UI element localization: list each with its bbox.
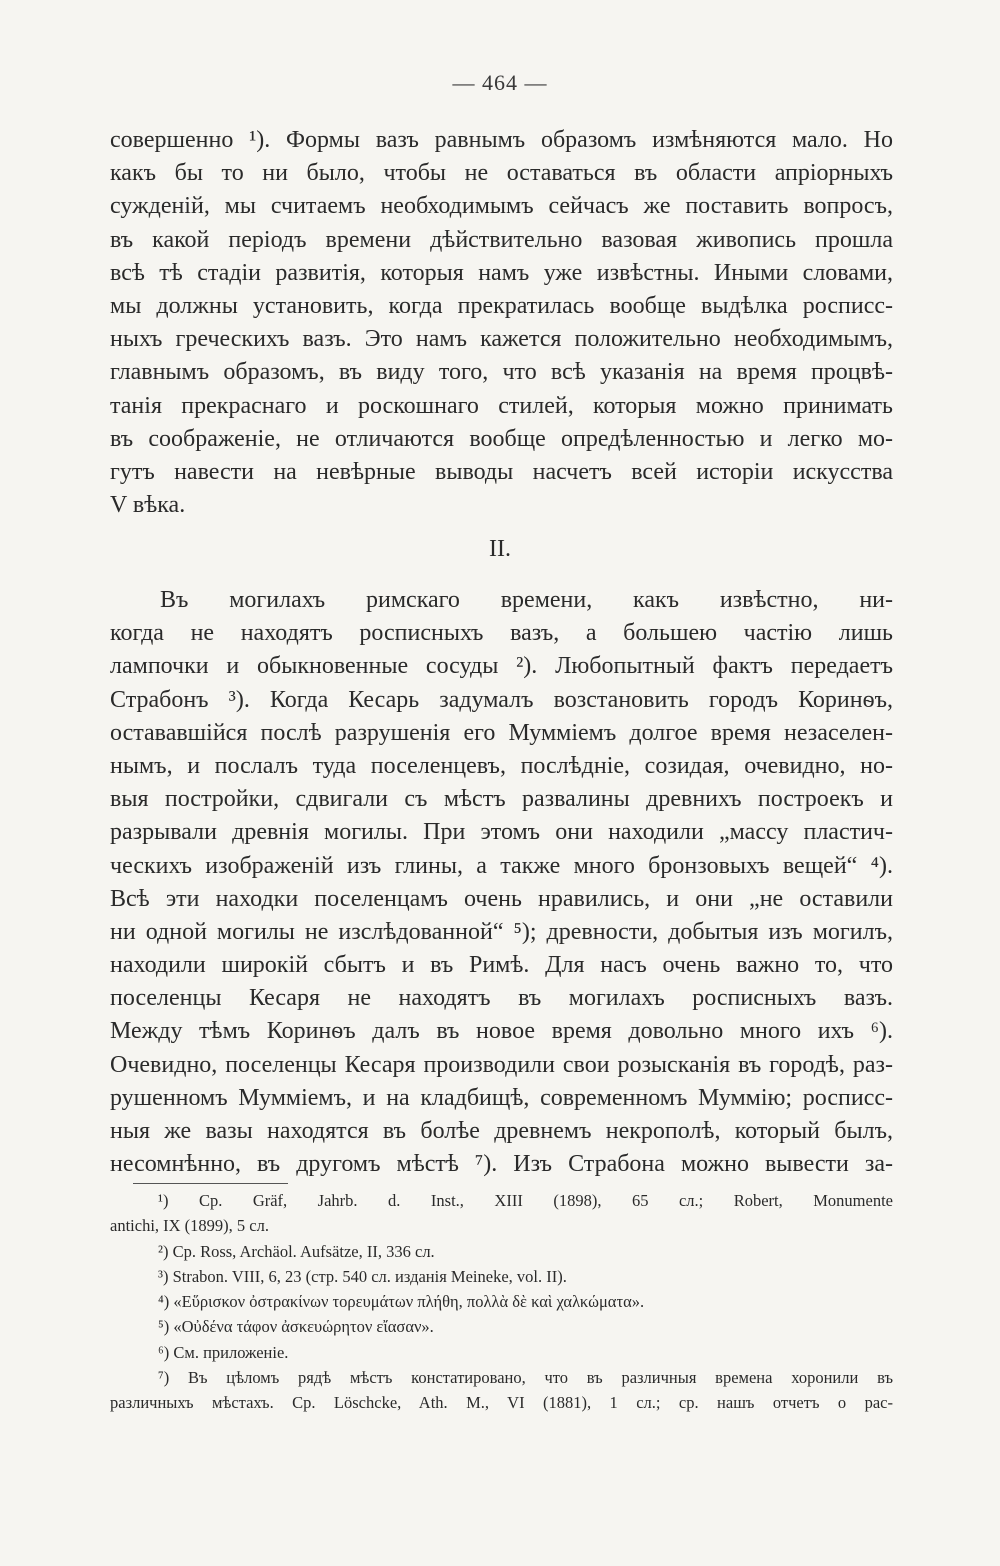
footnotes xyxy=(110,1188,893,1416)
text-line: всѣ тѣ стадіи развитія, которыя намъ уже извѣстны. Иными словами, xyxy=(110,259,893,286)
text-line: разрывали древнія могилы. При этомъ они находили „массу пластич- xyxy=(110,819,893,846)
footnote-line: ⁵) «Οὐδένα τάφον ἀσκευώρητον εἴασαν». xyxy=(158,1317,434,1337)
text-line: танія прекраснаго и роскошнаго стилей, которыя можно принимать xyxy=(110,392,893,419)
text-line: въ соображеніе, не отличаются вообще опредѣленностью и легко мо- xyxy=(110,425,893,452)
text-line: Въ могилахъ римскаго времени, какъ извѣстно, ни- xyxy=(160,587,893,613)
text-line: ныхъ греческихъ вазъ. Это намъ кажется положительно необходимымъ, xyxy=(110,326,893,353)
footnote-line: различныхъ мѣстахъ. Ср. Löschcke, Ath. M., VI (1881), 1 сл.; ср. нашъ отчетъ о рас- xyxy=(110,1393,893,1413)
text-line: поселенцы Кесаря не находятъ въ могилахъ росписныхъ вазъ. xyxy=(110,985,893,1012)
text-line: сужденій, мы считаемъ необходимымъ сейчасъ же поставить вопросъ, xyxy=(110,193,893,220)
text-line: несомнѣнно, въ другомъ мѣстѣ ⁷). Изъ Страбона можно вывести за- xyxy=(110,1151,893,1178)
text-line: въ какой періодъ времени дѣйствительно вазовая живопись прошла xyxy=(110,226,893,253)
text-line: Всѣ эти находки поселенцамъ очень нравились, и они „не оставили xyxy=(110,885,893,912)
text-line: V вѣка. xyxy=(110,492,186,519)
text-line: остававшійся послѣ разрушенія его Мумміемъ долгое время незаселен- xyxy=(110,719,893,746)
footnote-line: antichi, IX (1899), 5 сл. xyxy=(110,1216,269,1236)
text-line: ныя же вазы находятся въ болѣе древнемъ некрополѣ, который былъ, xyxy=(110,1118,893,1144)
footnote-line: ⁴) «Εὕρισκον ὀστρακίνων τορευμάτων πλήθη, πολλὰ δὲ καὶ χαλκώματα». xyxy=(158,1292,645,1312)
text-line: находили широкій сбытъ и въ Римѣ. Для насъ очень важно то, что xyxy=(110,952,893,979)
text-line: совершенно ¹). Формы вазъ равнымъ образомъ измѣняются мало. Но xyxy=(110,127,893,153)
footnote-line: ⁷) Въ цѣломъ рядѣ мѣстъ констатировано, что въ различныя времена хоронили въ xyxy=(158,1368,893,1388)
section-heading: II. xyxy=(489,536,511,562)
paragraph-2 xyxy=(110,584,893,1181)
footnote-line: ²) Ср. Ross, Archäol. Aufsätze, II, 336 сл. xyxy=(158,1241,435,1261)
footnote-line: ³) Strabon. VIII, 6, 23 (стр. 540 сл. изданія Meineke, vol. II). xyxy=(158,1266,567,1286)
footnote-line: ⁶) См. приложеніе. xyxy=(158,1342,289,1362)
text-line: главнымъ образомъ, въ виду того, что всѣ указанія на время процвѣ- xyxy=(110,359,893,386)
footnote-divider xyxy=(133,1183,288,1184)
text-line: когда не находятъ росписныхъ вазъ, а большею частію лишь xyxy=(110,620,893,647)
text-line: Между тѣмъ Коринѳъ далъ въ новое время довольно много ихъ ⁶). xyxy=(110,1018,893,1045)
text-line: рушенномъ Мумміемъ, и на кладбищѣ, современномъ Муммію; росписс- xyxy=(110,1084,893,1111)
text-line: ни одной могилы не изслѣдованной“ ⁵); древности, добытыя изъ могилъ, xyxy=(110,918,893,945)
text-line: ческихъ изображеній изъ глины, а также много бронзовыхъ вещей“ ⁴). xyxy=(110,852,893,879)
footnote-line: ¹) Ср. Gräf, Jahrb. d. Inst., XIII (1898), 65 сл.; Robert, Monumente xyxy=(158,1191,893,1210)
text-line: мы должны установить, когда прекратилась вообще выдѣлка росписс- xyxy=(110,292,893,319)
text-line: Страбонъ ³). Когда Кесарь задумалъ возстановить городъ Коринѳъ, xyxy=(110,686,893,713)
paragraph-1 xyxy=(110,124,893,522)
text-line: Очевидно, поселенцы Кесаря производили свои розысканія въ городѣ, раз- xyxy=(110,1051,893,1078)
text-line: нымъ, и послалъ туда поселенцевъ, послѣдніе, созидая, очевидно, но- xyxy=(110,752,893,779)
text-line: выя постройки, сдвигали съ мѣстъ развалины древнихъ построекъ и xyxy=(110,786,893,813)
text-line: лампочки и обыкновенные сосуды ²). Любопытный фактъ передаетъ xyxy=(110,653,893,680)
text-line: гутъ навести на невѣрные выводы насчетъ всей исторіи искусства xyxy=(110,458,893,485)
text-line: какъ бы то ни было, чтобы не оставаться въ области апріорныхъ xyxy=(110,160,893,187)
page-number: — 464 — xyxy=(452,70,548,95)
